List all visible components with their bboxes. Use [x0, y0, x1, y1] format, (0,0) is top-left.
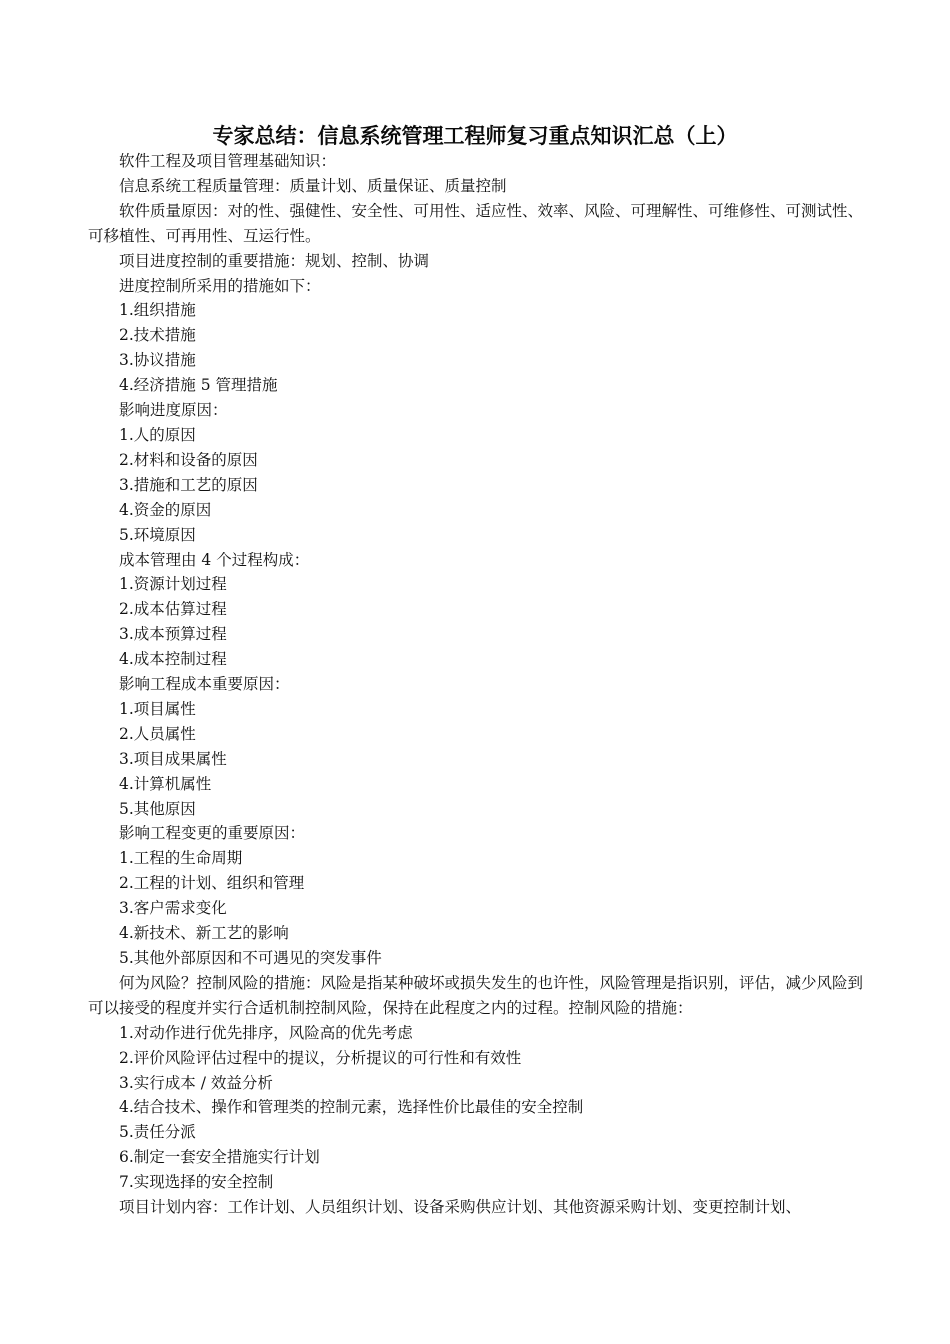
paragraph: 影响工程变更的重要原因： — [119, 824, 306, 843]
paragraph: 影响进度原因： — [119, 401, 228, 420]
document-body — [88, 149, 863, 1220]
paragraph: 软件工程及项目管理基础知识： — [119, 152, 337, 170]
list-item: 3.协议措施 — [119, 351, 196, 370]
list-item: 7.实现选择的安全控制 — [119, 1173, 274, 1192]
paragraph: 何为风险？控制风险的措施：风险是指某种破坏或损失发生的也许性，风险管理是指识别，评估，减少风险到可以接受的程度并实行合适机制控制风险，保持在此程度之内的过程。控制风险的措施： — [88, 973, 864, 1017]
list-item: 2.材料和设备的原因 — [119, 450, 258, 469]
list-item: 5.其他原因 — [119, 799, 196, 818]
paragraph: 信息系统工程质量管理：质量计划、质量保证、质量控制 — [119, 176, 507, 195]
list-item: 3.措施和工艺的原因 — [119, 475, 258, 494]
list-item: 1.对动作进行优先排序，风险高的优先考虑 — [119, 1023, 413, 1042]
list-item: 1.人的原因 — [119, 425, 196, 444]
paragraph: 成本管理由 4 个过程构成： — [119, 550, 310, 569]
paragraph: 影响工程成本重要原因： — [119, 675, 290, 694]
paragraph: 项目进度控制的重要措施：规划、控制、协调 — [119, 251, 430, 270]
list-item: 2.工程的计划、组织和管理 — [119, 874, 305, 893]
list-item: 4.经济措施 5 管理措施 — [119, 376, 278, 395]
list-item: 1.项目属性 — [119, 699, 196, 718]
list-item: 5.责任分派 — [119, 1123, 196, 1142]
list-item: 4.结合技术、操作和管理类的控制元素，选择性价比最佳的安全控制 — [119, 1098, 584, 1117]
list-item: 1.组织措施 — [119, 301, 196, 320]
list-item: 2.人员属性 — [119, 724, 196, 743]
list-item: 3.项目成果属性 — [119, 749, 227, 768]
list-item: 4.资金的原因 — [119, 500, 212, 519]
document-title: 专家总结：信息系统管理工程师复习重点知识汇总（上） — [212, 124, 738, 148]
list-item: 4.新技术、新工艺的影响 — [119, 924, 289, 943]
list-item: 6.制定一套安全措施实行计划 — [119, 1148, 320, 1167]
list-item: 3.客户需求变化 — [119, 899, 227, 918]
list-item: 3.成本预算过程 — [119, 625, 227, 644]
list-item: 3.实行成本 / 效益分析 — [119, 1073, 273, 1092]
list-item: 1.工程的生命周期 — [119, 849, 243, 868]
list-item: 5.其他外部原因和不可遇见的突发事件 — [119, 949, 382, 967]
paragraph: 进度控制所采用的措施如下： — [119, 276, 321, 295]
list-item: 2.技术措施 — [119, 326, 196, 345]
list-item: 2.评价风险评估过程中的提议，分析提议的可行性和有效性 — [119, 1048, 522, 1067]
list-item: 4.计算机属性 — [119, 774, 212, 793]
list-item: 2.成本估算过程 — [119, 600, 227, 619]
list-item: 4.成本控制过程 — [119, 650, 227, 669]
list-item: 5.环境原因 — [119, 525, 196, 544]
list-item: 1.资源计划过程 — [119, 575, 227, 594]
paragraph: 软件质量原因：对的性、强健性、安全性、可用性、适应性、效率、风险、可理解性、可维修性、可测试性、可移植性、可再用性、互运行性。 — [88, 201, 864, 245]
paragraph: 项目计划内容：工作计划、人员组织计划、设备采购供应计划、其他资源采购计划、变更控制计划、 — [119, 1198, 802, 1217]
